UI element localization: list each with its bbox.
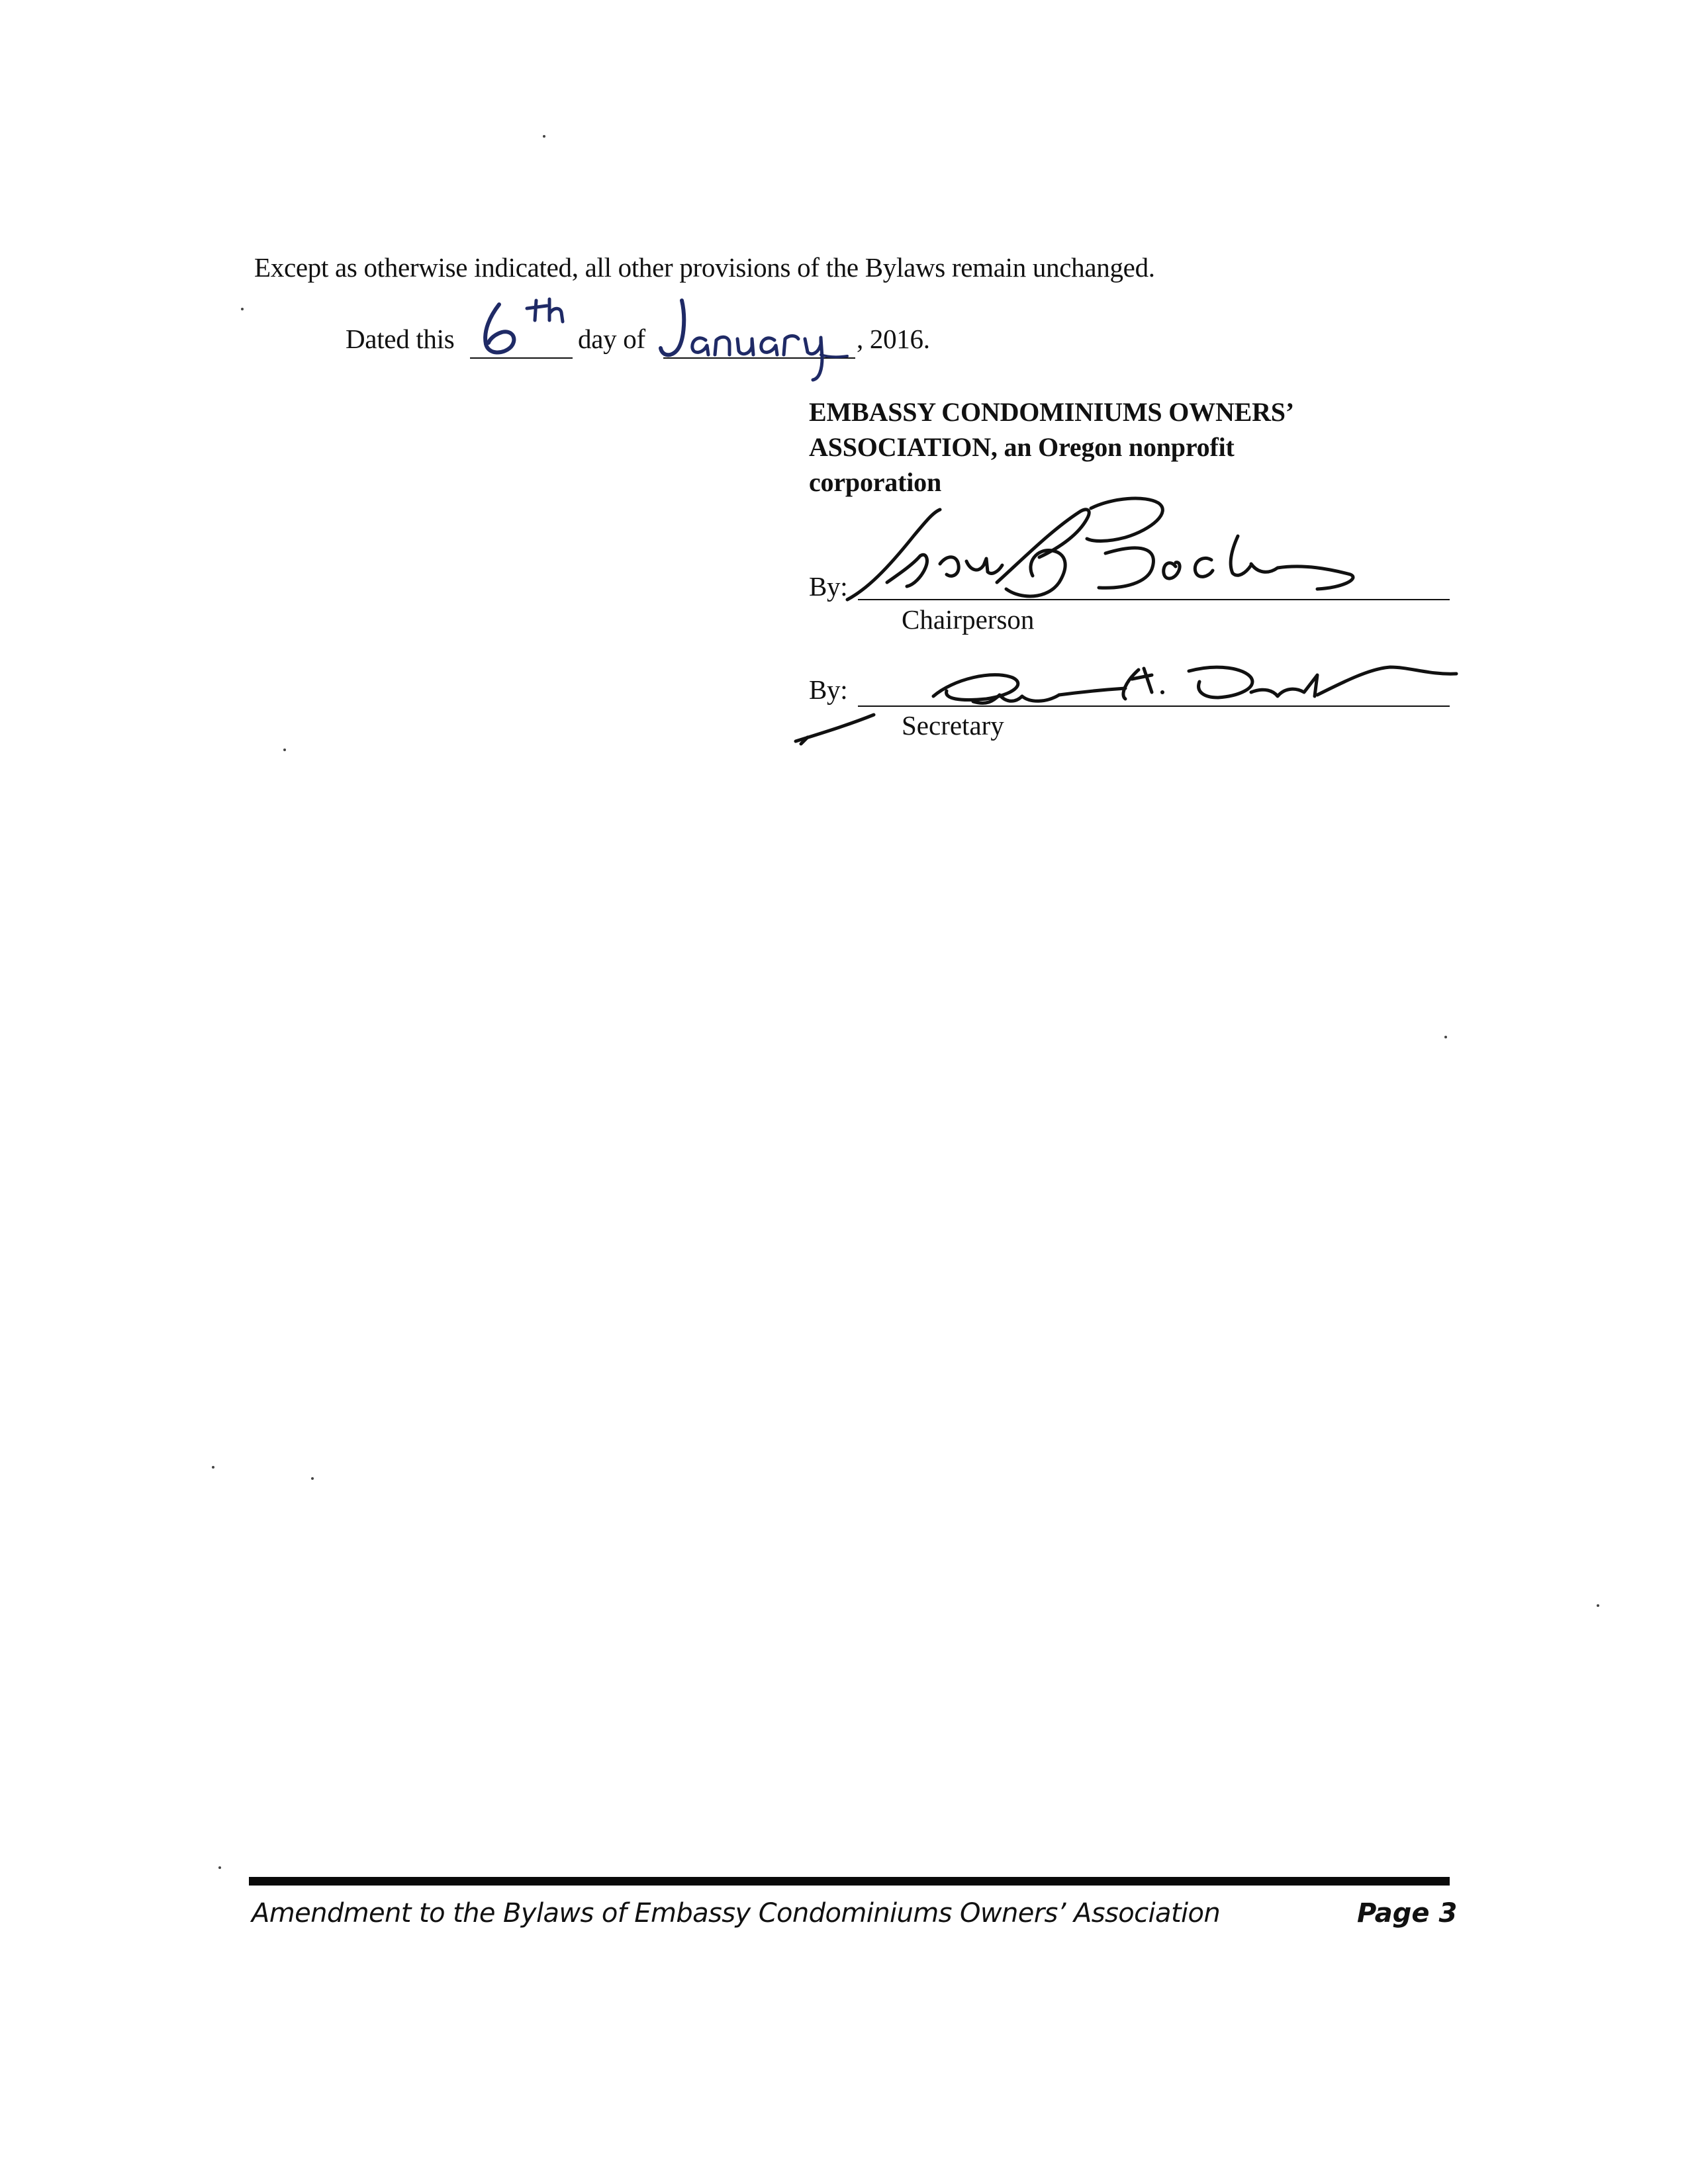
scan-speck (283, 749, 286, 751)
secretary-role-label: Secretary (902, 710, 1004, 741)
chairperson-signature-line (858, 599, 1450, 600)
scan-speck (1597, 1604, 1599, 1607)
dated-mid: day of (578, 324, 645, 354)
secretary-signature-line (858, 705, 1450, 707)
signatory-line-3: corporation (809, 467, 941, 497)
footer-page-number: Page 3 (1357, 1898, 1458, 1929)
chairperson-role-label: Chairperson (902, 604, 1035, 635)
footer-title: Amendment to the Bylaws of Embassy Condominiums Owners’ Association (252, 1898, 1221, 1929)
closing-sentence: Except as otherwise indicated, all other provisions of the Bylaws remain unchanged. (254, 252, 1155, 283)
month-handwriting-image (655, 291, 861, 384)
scan-speck (212, 1466, 214, 1469)
chairperson-signature-image (841, 490, 1397, 609)
scan-speck (311, 1477, 314, 1480)
chairperson-by-label: By: (809, 571, 848, 602)
signatory-line-1: EMBASSY CONDOMINIUMS OWNERS’ (809, 397, 1294, 427)
scan-speck (1444, 1036, 1447, 1038)
dated-prefix: Dated this (346, 324, 455, 354)
secretary-by-label: By: (809, 674, 848, 705)
scan-speck (543, 135, 545, 138)
footer-rule (249, 1877, 1450, 1886)
scan-speck (218, 1866, 221, 1869)
signatory-line-2: ASSOCIATION, an Oregon nonprofit (809, 432, 1235, 462)
dated-suffix: , 2016. (857, 324, 930, 354)
day-handwriting-image (471, 296, 571, 360)
scan-speck (241, 308, 244, 310)
